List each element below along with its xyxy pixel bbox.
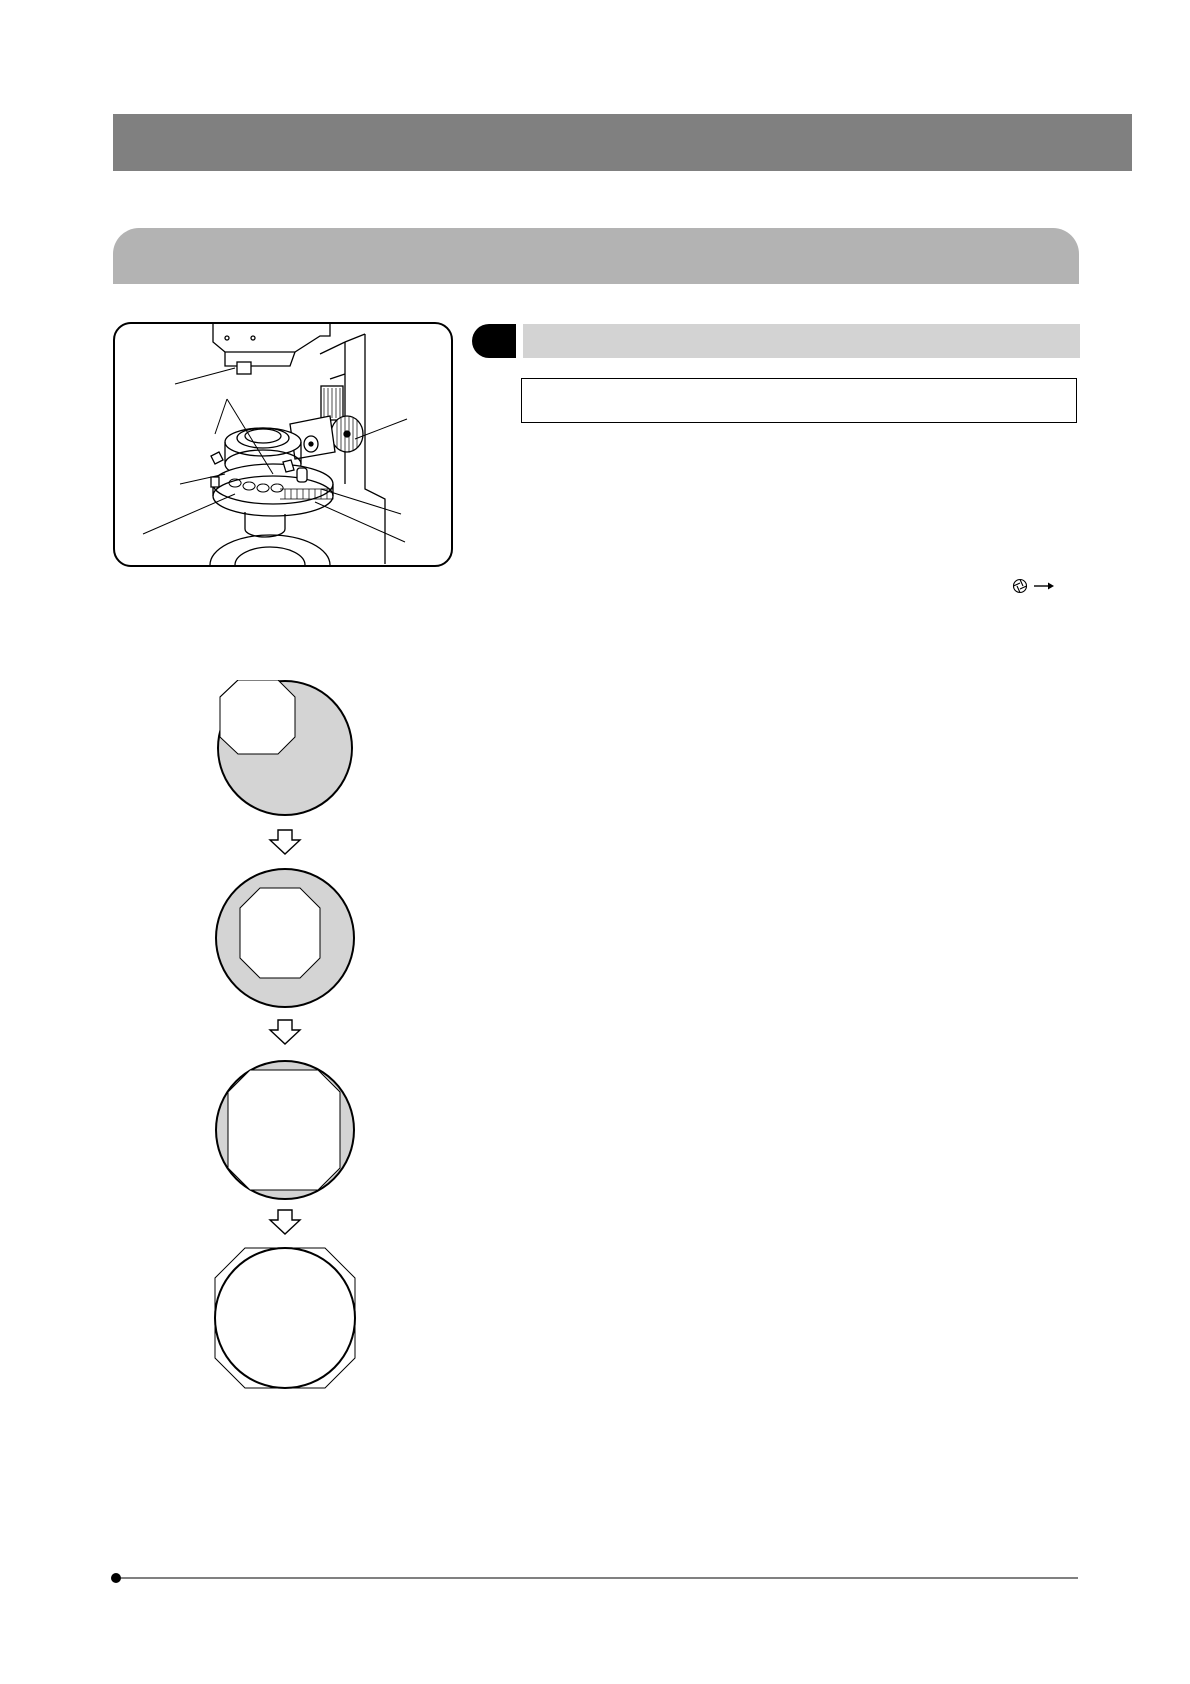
right-arrow-icon [1034,583,1054,590]
inline-symbol-group [1012,577,1058,597]
diagram-stage-3 [216,1061,354,1199]
aperture-diaphragm-icon [1014,580,1027,593]
step-title-bar [523,324,1080,358]
chapter-header-banner [113,114,1132,171]
condenser-illustration [115,324,451,565]
down-arrow-outline-icon [270,830,300,854]
footer-rule [110,1570,1080,1586]
diagram-stage-4 [215,1248,355,1388]
condenser-illustration-frame [113,322,453,567]
field-iris-centering-diagram [200,680,370,1400]
step-number-badge [472,324,516,358]
section-title-banner [113,228,1079,284]
down-arrow-outline-icon [270,1210,300,1234]
down-arrow-outline-icon [270,1020,300,1044]
filled-circle-bullet-icon [111,1573,121,1583]
note-box [521,378,1077,423]
diagram-stage-2 [216,869,354,1007]
diagram-stage-1 [218,680,352,815]
